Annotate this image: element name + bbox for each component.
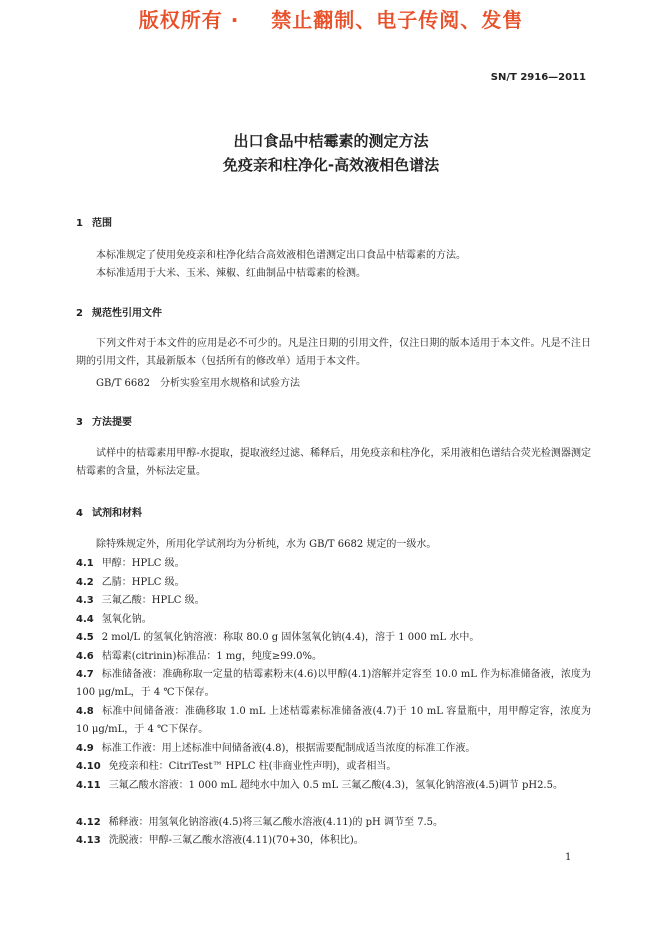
list-item <box>76 574 591 592</box>
page-number: 1 <box>565 852 572 863</box>
list-item <box>76 611 591 629</box>
section-heading-scope <box>76 214 112 229</box>
section-number: 3 <box>76 417 83 428</box>
item-text: 三氟乙酸水溶液：1 000 mL 超纯水中加入 0.5 mL 三氟乙酸(4.3)，氢氧化钠溶液(4.5)调节 pH2.5。 <box>108 780 563 791</box>
method-paragraph: 试样中的桔霉素用甲醇-水提取，提取液经过滤、稀释后，用免疫亲和柱净化，采用液相色谱结合荧光检测器测定桔霉素的含量，外标法定量。 <box>76 448 591 477</box>
item-text: 标准储备液：准确称取一定量的桔霉素粉末(4.6)以甲醇(4.1)溶解并定容至 10.0 mL 作为标准储备液，浓度为 100 μg/mL，于 4 ℃下保存。 <box>76 669 591 698</box>
item-text: 洗脱液：甲醇-三氟乙酸水溶液(4.11)(70+30，体积比)。 <box>108 835 364 846</box>
section-heading-reagents <box>76 504 142 519</box>
section-title: 试剂和材料 <box>92 508 142 519</box>
item-number: 4.7 <box>76 669 94 680</box>
list-item <box>76 703 591 739</box>
item-number: 4.13 <box>76 835 101 846</box>
list-item <box>76 629 591 647</box>
section-heading-method <box>76 413 132 428</box>
section-number: 1 <box>76 218 83 229</box>
document-title: 出口食品中桔霉素的测定方法 <box>233 132 429 150</box>
item-text: 免疫亲和柱：CitriTest™ HPLC 柱(非商业性声明)，或者相当。 <box>108 761 397 772</box>
list-item <box>76 648 591 666</box>
list-item <box>76 740 591 758</box>
item-text: 乙腈：HPLC 级。 <box>101 577 185 588</box>
standard-number: SN/T 2916—2011 <box>490 72 586 83</box>
item-text: 三氟乙酸：HPLC 级。 <box>101 595 205 606</box>
list-item <box>76 832 591 850</box>
item-number: 4.2 <box>76 577 94 588</box>
list-item <box>76 555 591 573</box>
section-title: 规范性引用文件 <box>92 308 162 319</box>
item-number: 4.3 <box>76 595 94 606</box>
references-paragraph: 下列文件对于本文件的应用是必不可少的。凡是注日期的引用文件，仅注日期的版本适用于本文件。凡是不注日期的引用文件，其最新版本（包括所有的修改单）适用于本文件。 <box>76 338 591 367</box>
item-text: 桔霉素(citrinin)标准品：1 mg，纯度≥99.0%。 <box>101 651 322 662</box>
item-text: 氢氧化钠。 <box>101 614 152 625</box>
reagents-intro: 除特殊规定外，所用化学试剂均为分析纯，水为 GB/T 6682 规定的一级水。 <box>96 539 437 550</box>
item-number: 4.10 <box>76 761 101 772</box>
item-text: 标准中间储备液：准确移取 1.0 mL 上述桔霉素标准储备液(4.7)于 10 mL 容量瓶中，用甲醇定容，浓度为 10 μg/mL，于 4 ℃下保存。 <box>76 706 591 735</box>
section-title: 方法提要 <box>92 417 132 428</box>
list-item <box>76 758 591 776</box>
document-subtitle: 免疫亲和柱净化-高效液相色谱法 <box>222 156 440 174</box>
scope-paragraph-2: 本标准适用于大米、玉米、辣椒、红曲制品中桔霉素的检测。 <box>96 268 366 279</box>
list-item <box>76 814 591 832</box>
list-item <box>76 666 591 702</box>
item-number: 4.4 <box>76 614 94 625</box>
section-number: 2 <box>76 308 83 319</box>
item-text: 标准工作液：用上述标准中间储备液(4.8)，根据需要配制成适当浓度的标准工作液。 <box>101 743 476 754</box>
list-item <box>76 777 591 795</box>
list-item <box>76 592 591 610</box>
copyright-banner: 版权所有 · 禁止翻制、电子传阅、发售 <box>138 8 524 32</box>
item-number: 4.1 <box>76 558 94 569</box>
scope-paragraph-1: 本标准规定了使用免疫亲和柱净化结合高效液相色谱测定出口食品中桔霉素的方法。 <box>96 250 466 261</box>
item-number: 4.8 <box>76 706 94 717</box>
section-number: 4 <box>76 508 83 519</box>
item-text: 稀释液：用氢氧化钠溶液(4.5)将三氟乙酸水溶液(4.11)的 pH 调节至 7.5。 <box>108 817 444 828</box>
section-title: 范围 <box>92 218 112 229</box>
item-text: 2 mol/L 的氢氧化钠溶液：称取 80.0 g 固体氢氧化钠(4.4)，溶于 1 000 mL 水中。 <box>101 632 480 643</box>
item-number: 4.12 <box>76 817 101 828</box>
item-number: 4.6 <box>76 651 94 662</box>
reference-gbt6682: GB/T 6682 分析实验室用水规格和试验方法 <box>96 378 301 389</box>
item-text: 甲醇：HPLC 级。 <box>101 558 185 569</box>
item-number: 4.9 <box>76 743 94 754</box>
item-number: 4.11 <box>76 780 101 791</box>
item-number: 4.5 <box>76 632 94 643</box>
section-heading-references <box>76 304 162 319</box>
